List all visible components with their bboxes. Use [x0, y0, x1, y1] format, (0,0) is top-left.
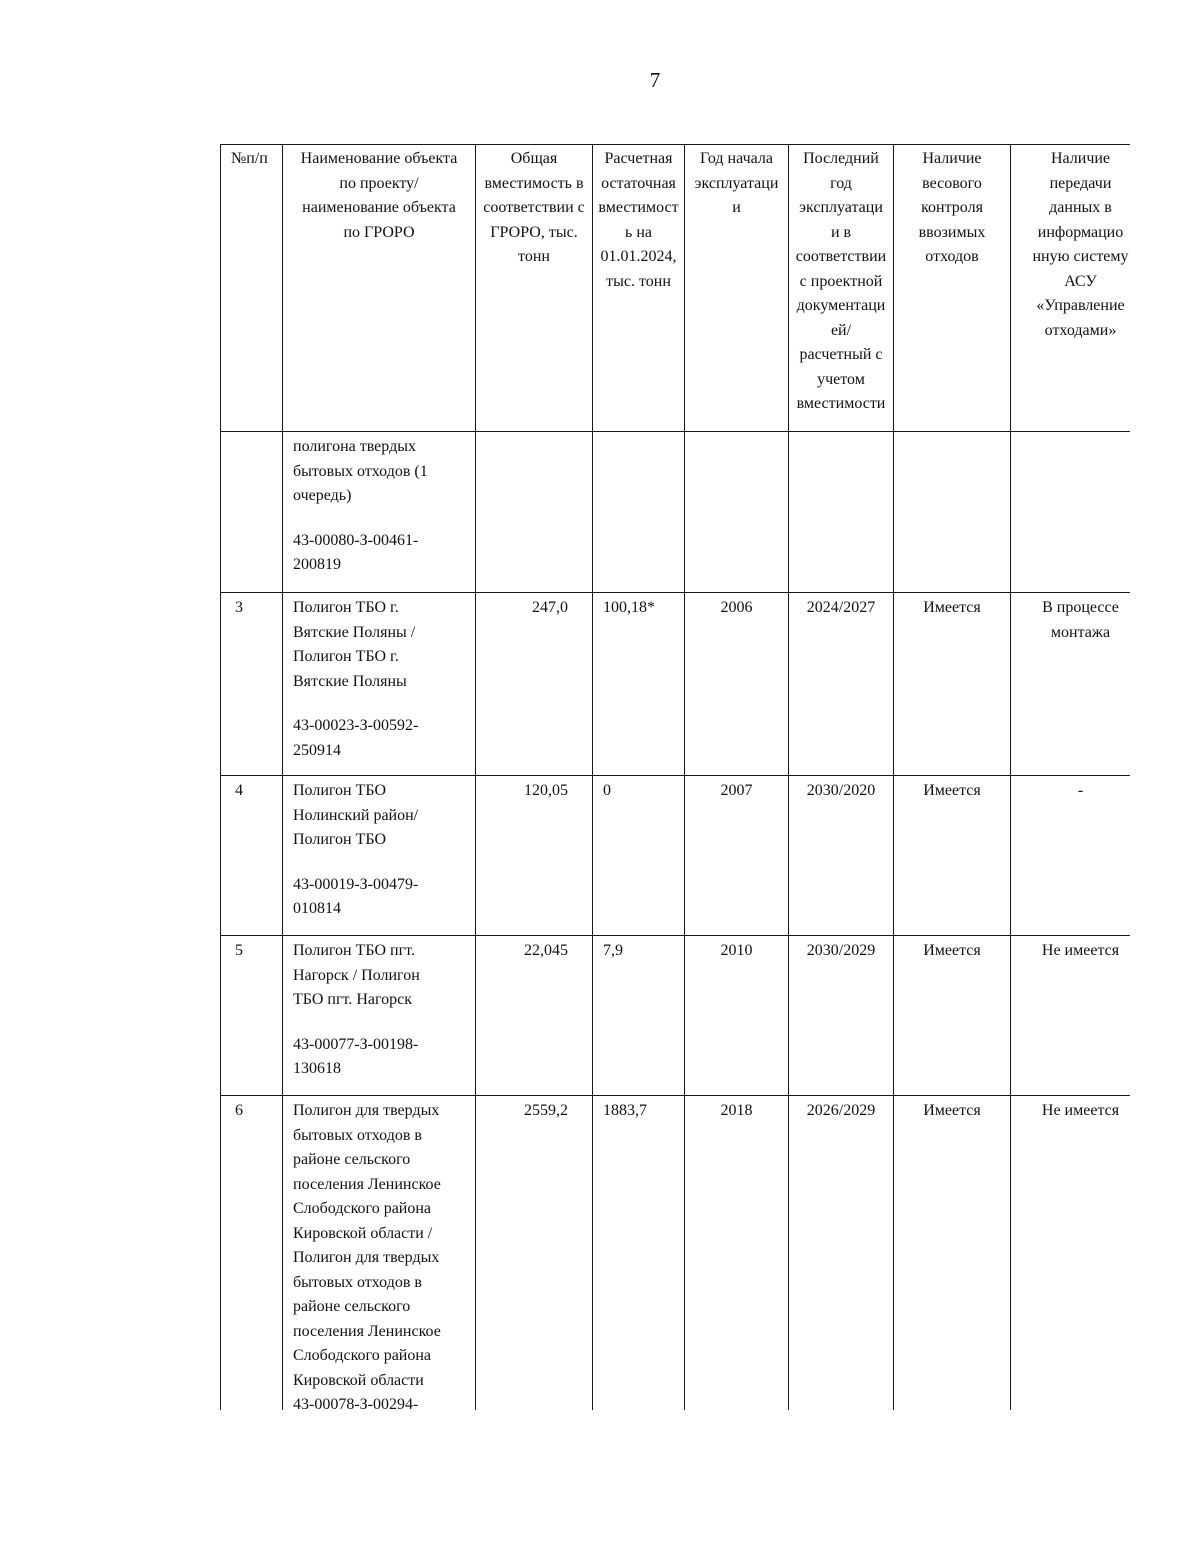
data-transfer-value — [1011, 593, 1131, 776]
object-name-line: Полигон ТБО г. — [293, 648, 399, 665]
table-row — [221, 593, 1131, 776]
row-number: 5 — [221, 936, 283, 1096]
header-line: нную систему — [1032, 248, 1129, 265]
data-transfer-line: монтажа — [1050, 623, 1111, 641]
header-line: Наличие — [1050, 150, 1111, 167]
capacity-value: 2559,2 — [476, 1096, 593, 1411]
page-number: 7 — [649, 68, 661, 92]
row-number: 6 — [221, 1096, 283, 1411]
object-name-line: поселения Ленинское — [293, 1322, 441, 1340]
last-year-value — [789, 432, 894, 593]
last-year-value: 2024/2027 — [789, 593, 894, 776]
header-line: вместимости — [796, 395, 886, 412]
registry-code-line: 43-00077-З-00198- — [293, 1035, 419, 1053]
header-line: передачи — [1049, 174, 1112, 192]
object-name-line: районе сельского — [293, 1151, 411, 1168]
header-line: соответствии с — [483, 199, 585, 216]
registry-code — [293, 873, 475, 922]
header-line: вместимост — [598, 199, 679, 216]
header-line: учетом — [817, 370, 865, 388]
table-row — [221, 1096, 1131, 1411]
object-name-line: поселения Ленинское — [293, 1175, 441, 1193]
last-year-value: 2030/2020 — [789, 776, 894, 936]
header-line: 01.01.2024, — [600, 248, 677, 265]
header-line: год — [830, 174, 852, 192]
header-remaining — [593, 145, 685, 432]
registry-table — [220, 144, 1130, 1410]
header-line: ь на — [625, 223, 652, 241]
header-line: контроля — [921, 199, 983, 216]
object-name-line: бытовых отходов в — [293, 1273, 422, 1291]
weighing-control-value: Имеется — [894, 776, 1011, 936]
data-transfer-line: В процессе — [1042, 599, 1119, 616]
row-number: 4 — [221, 776, 283, 936]
object-name — [283, 593, 476, 776]
header-line: по ГРОРО — [343, 223, 415, 241]
header-line: с проектной — [799, 272, 883, 290]
data-transfer-line: Не имеется — [1041, 1102, 1120, 1119]
header-line: информацио — [1037, 223, 1124, 241]
data-transfer-value — [1011, 432, 1131, 593]
registry-code-line: 010814 — [293, 900, 341, 917]
object-name-line: Вятские Поляны — [293, 672, 407, 690]
remaining-capacity-value: 100,18* — [593, 593, 685, 776]
weighing-control-value: Имеется — [894, 936, 1011, 1096]
weighing-control-value — [894, 432, 1011, 593]
start-year-value — [685, 432, 789, 593]
object-name-line: 43-00078-З-00294- — [293, 1396, 419, 1410]
object-name-line: Полигон ТБО г. — [293, 599, 399, 616]
remaining-capacity-value: 7,9 — [593, 936, 685, 1096]
start-year-value: 2006 — [685, 593, 789, 776]
object-name-line: Кировской области / — [293, 1224, 433, 1242]
table-header-row — [221, 145, 1131, 432]
last-year-value: 2026/2029 — [789, 1096, 894, 1411]
header-line: и — [732, 199, 741, 216]
header-line: «Управление — [1036, 297, 1125, 314]
registry-code — [293, 1033, 475, 1082]
header-line: данных в — [1049, 199, 1112, 216]
header-line: соответствии — [795, 248, 887, 265]
object-name-line: бытовых отходов (1 — [293, 462, 428, 480]
header-line: эксплуатаци — [694, 174, 779, 192]
object-name-line: Полигон ТБО — [293, 782, 387, 799]
table-row — [221, 432, 1131, 593]
header-num — [221, 145, 283, 432]
weighing-control-value: Имеется — [894, 1096, 1011, 1411]
header-line: тонн — [518, 248, 550, 265]
row-number — [221, 432, 283, 593]
header-line: Наличие — [922, 150, 982, 167]
registry-table-wrap — [220, 144, 1130, 1410]
object-name — [283, 1096, 476, 1411]
header-line: Наименование объекта — [300, 150, 458, 167]
header-line: остаточная — [601, 174, 676, 192]
header-line: Общая — [510, 150, 558, 167]
object-name-line: Слободского района — [293, 1200, 432, 1217]
capacity-value: 120,05 — [476, 776, 593, 936]
registry-code-line: 200819 — [293, 556, 341, 573]
object-name-line: Слободского района — [293, 1347, 432, 1364]
object-name-line: полигона твердых — [293, 438, 416, 455]
remaining-capacity-value: 1883,7 — [593, 1096, 685, 1411]
registry-code — [293, 714, 475, 763]
header-data-transfer — [1011, 145, 1131, 432]
header-line: Расчетная — [604, 150, 673, 167]
start-year-value: 2007 — [685, 776, 789, 936]
object-name-line: Полигон для твердых — [293, 1102, 440, 1119]
header-line: наименование объекта — [302, 199, 456, 216]
object-name — [283, 936, 476, 1096]
object-name-line: Вятские Поляны / — [293, 623, 416, 641]
header-line: и в — [830, 223, 852, 241]
data-transfer-value — [1011, 776, 1131, 936]
remaining-capacity-value — [593, 432, 685, 593]
header-line: по проекту/ — [339, 174, 419, 192]
header-line: тыс. тонн — [606, 272, 671, 290]
header-line: ввозимых — [918, 223, 986, 241]
start-year-value: 2010 — [685, 936, 789, 1096]
object-name-line: Полигон ТБО — [293, 831, 387, 848]
object-name-line: Нагорск / Полигон — [293, 966, 420, 984]
table-row — [221, 936, 1131, 1096]
header-line: вместимость в — [484, 174, 584, 192]
header-line: ей/ — [830, 321, 852, 339]
header-line: отходов — [925, 248, 979, 265]
registry-code-line: 43-00023-З-00592- — [293, 717, 419, 734]
registry-code-line: 43-00019-З-00479- — [293, 875, 419, 893]
last-year-value: 2030/2029 — [789, 936, 894, 1096]
registry-code-line: 130618 — [293, 1060, 341, 1077]
capacity-value: 247,0 — [476, 593, 593, 776]
header-line: документаци — [796, 297, 886, 314]
table-row — [221, 776, 1131, 936]
header-line: Последний — [803, 150, 879, 167]
header-start-year — [685, 145, 789, 432]
header-line: Год начала — [700, 150, 773, 167]
header-capacity — [476, 145, 593, 432]
header-name — [283, 145, 476, 432]
object-name — [283, 432, 476, 593]
header-weighing — [894, 145, 1011, 432]
start-year-value: 2018 — [685, 1096, 789, 1411]
weighing-control-value: Имеется — [894, 593, 1011, 776]
registry-code-line: 250914 — [293, 741, 341, 759]
row-number: 3 — [221, 593, 283, 776]
object-name-line: Полигон для твердых — [293, 1249, 440, 1266]
capacity-value — [476, 432, 593, 593]
capacity-value: 22,045 — [476, 936, 593, 1096]
object-name — [283, 776, 476, 936]
object-name-line: бытовых отходов в — [293, 1126, 422, 1144]
object-name-line: очередь) — [293, 487, 352, 504]
header-line: весового — [922, 174, 982, 192]
object-name-line: Кировской области — [293, 1371, 424, 1389]
data-transfer-line: - — [1077, 782, 1084, 799]
registry-code-line: 43-00080-З-00461- — [293, 531, 419, 549]
data-transfer-value — [1011, 936, 1131, 1096]
object-name-line: ТБО пгт. Нагорск — [293, 991, 413, 1008]
header-line: ГРОРО, тыс. — [490, 223, 578, 241]
registry-code — [293, 529, 475, 578]
object-name-line: Полигон ТБО пгт. — [293, 942, 415, 959]
header-line: расчетный с — [799, 346, 883, 363]
header-line: эксплуатаци — [799, 199, 883, 216]
header-last-year — [789, 145, 894, 432]
object-name-line: Нолинский район/ — [293, 806, 419, 824]
object-name-line: районе сельского — [293, 1298, 411, 1315]
data-transfer-value — [1011, 1096, 1131, 1411]
header-line: отходами» — [1044, 321, 1117, 339]
header-line: №п/п — [231, 150, 268, 167]
header-line: АСУ — [1064, 272, 1097, 290]
remaining-capacity-value: 0 — [593, 776, 685, 936]
data-transfer-line: Не имеется — [1041, 942, 1120, 959]
